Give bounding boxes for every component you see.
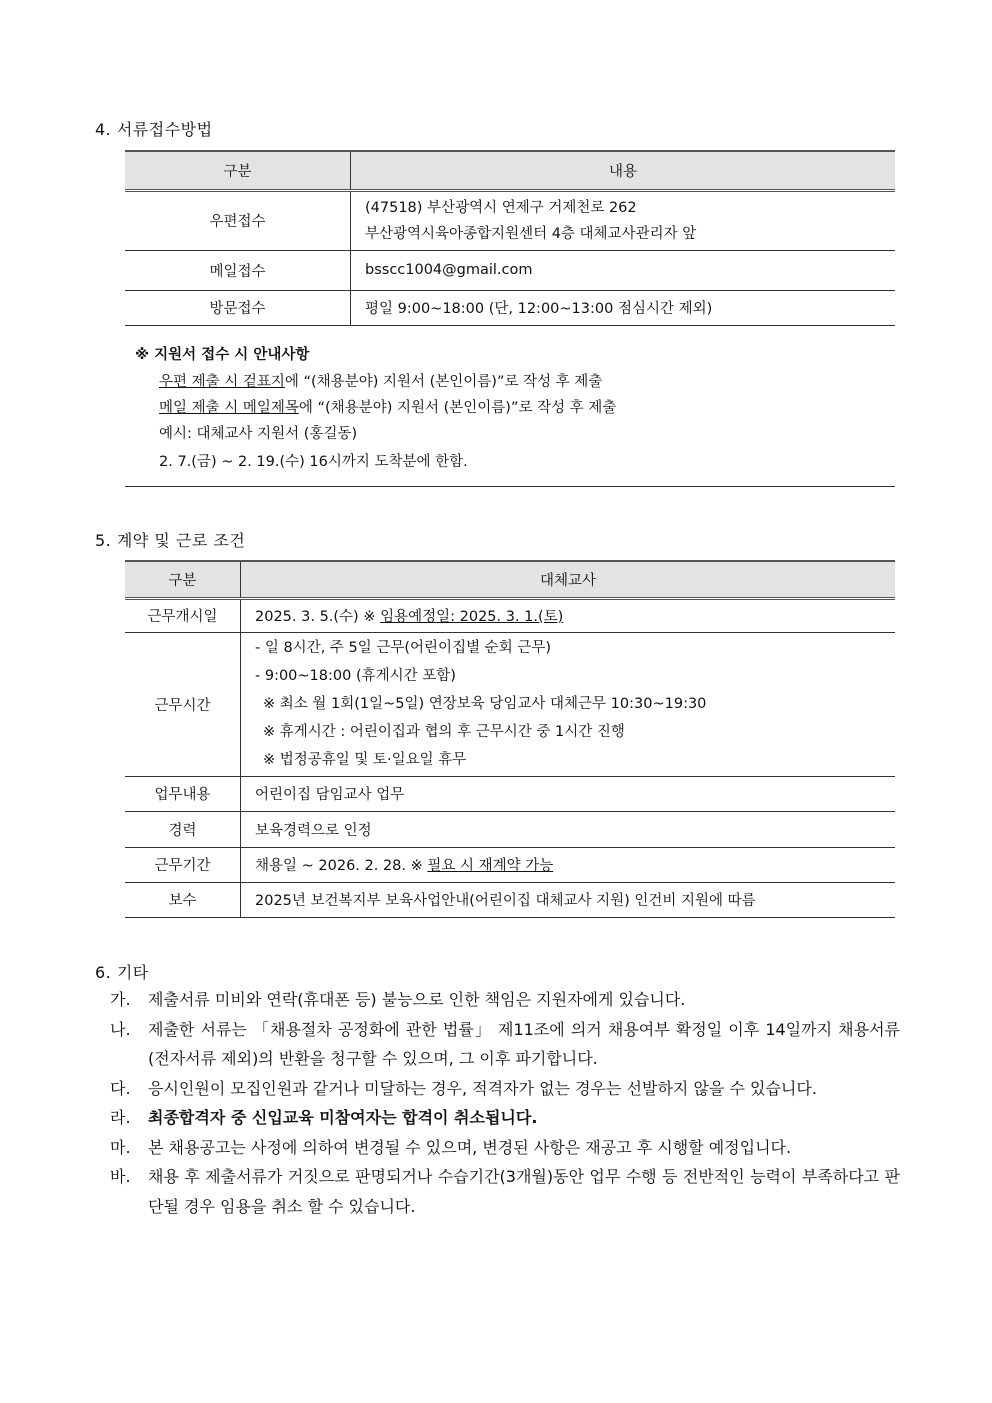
row-label: 근무개시일 — [125, 598, 241, 632]
row-value: bsscc1004@gmail.com — [351, 250, 896, 290]
notice-text: 에 “(채용분야) 지원서 (본인이름)”로 작성 후 제출 — [284, 374, 603, 390]
section5-title: 5. 계약 및 근로 조건 — [95, 531, 246, 550]
hours-note: ※ 최소 월 1회(1일~5일) 연장보육 당임교사 대체근무 10:30~19:30 — [263, 696, 707, 712]
notice-line — [159, 370, 602, 391]
item-text: 응시인원이 모집인원과 같거나 미달하는 경우, 적격자가 없는 경우는 선발하지 않을 수 있습니다. — [148, 1078, 817, 1098]
address-line: (47518) 부산광역시 연제구 거제천로 262 — [365, 199, 637, 216]
etc-list — [110, 985, 900, 1221]
row-value: 2025년 보건복지부 보육사업안내(어린이집 대체교사 지원) 인건비 지원에 따름 — [241, 882, 896, 917]
row-value: 어린이집 담임교사 업무 — [241, 776, 896, 811]
submission-table — [125, 150, 895, 326]
notice-underline: 우편 제출 시 겉표지 — [159, 374, 285, 390]
row-label: 보수 — [125, 882, 241, 917]
list-item — [110, 1074, 900, 1104]
table-row — [125, 632, 895, 776]
row-value — [241, 598, 896, 632]
list-item — [110, 1015, 900, 1074]
renewal-note: 필요 시 재계약 가능 — [427, 858, 554, 874]
table-row — [125, 811, 895, 847]
item-text: 최종합격자 중 신입교육 미참여자는 합격이 취소됩니다. — [148, 1108, 538, 1127]
row-label: 업무내용 — [125, 776, 241, 811]
list-item — [110, 985, 900, 1015]
notice-underline: 메일 제출 시 메일제목 — [159, 400, 299, 416]
table-row — [125, 598, 895, 632]
notice-line: 예시: 대체교사 지원서 (홍길동) — [159, 426, 358, 442]
table-row — [125, 290, 895, 325]
item-marker: 라. — [110, 1108, 131, 1127]
table-row — [125, 776, 895, 811]
item-marker: 가. — [110, 990, 131, 1009]
table-row — [125, 190, 895, 250]
row-value: 보육경력으로 인정 — [241, 811, 896, 847]
row-label: 방문접수 — [125, 290, 351, 325]
row-label: 경력 — [125, 811, 241, 847]
address-line: 부산광역시육아종합지원센터 4층 대체교사관리자 앞 — [365, 225, 697, 242]
hours-note: ※ 휴게시간 : 어린이집과 협의 후 근무시간 중 1시간 진행 — [263, 724, 625, 740]
hours-line: - 9:00~18:00 (휴게시간 포함) — [255, 668, 456, 684]
table-row — [125, 250, 895, 290]
item-marker: 나. — [110, 1019, 131, 1039]
list-item — [110, 1103, 900, 1133]
notice-line: 2. 7.(금) ~ 2. 19.(수) 16시까지 도착분에 한함. — [159, 454, 468, 470]
item-marker: 바. — [110, 1167, 131, 1186]
row-value — [351, 190, 896, 250]
row-label: 근무기간 — [125, 847, 241, 882]
item-text: 본 채용공고는 사정에 의하여 변경될 수 있으며, 변경된 사항은 재공고 후 시행할 예정입니다. — [148, 1137, 792, 1157]
section4-title: 4. 서류접수방법 — [95, 120, 213, 139]
appointment-date: 임용예정일: 2025. 3. 1.(토) — [380, 609, 564, 625]
item-text: 제출서류 미비와 연락(휴대폰 등) 불능으로 인한 책임은 지원자에게 있습니다. — [148, 990, 686, 1009]
item-text: 제출한 서류는 「채용절차 공정화에 관한 법률」 제11조에 의거 채용여부 확정일 이후 14일까지 채용서류(전자서류 제외)의 반환을 청구할 수 있으며, 그 이후 파기합니다. — [148, 1019, 900, 1068]
col-header-category: 구분 — [125, 151, 351, 190]
row-value — [241, 632, 896, 776]
item-marker: 마. — [110, 1137, 131, 1157]
row-label: 우편접수 — [125, 190, 351, 250]
hours-note: ※ 법정공휴일 및 토·일요일 휴무 — [263, 752, 467, 768]
notice-line — [159, 396, 616, 417]
col-header-content: 내용 — [351, 151, 896, 190]
table-row — [125, 847, 895, 882]
section6-title: 6. 기타 — [95, 963, 149, 982]
row-label: 메일접수 — [125, 250, 351, 290]
start-date: 2025. 3. 5.(수) ※ — [255, 609, 381, 625]
application-notice — [125, 340, 895, 487]
row-value: 평일 9:00~18:00 (단, 12:00~13:00 점심시간 제외) — [351, 290, 896, 325]
hours-line: - 일 8시간, 주 5일 근무(어린이집별 순회 근무) — [255, 640, 551, 656]
conditions-table — [125, 560, 895, 918]
item-marker: 다. — [110, 1078, 131, 1098]
list-item — [110, 1133, 900, 1163]
period-text: 채용일 ~ 2026. 2. 28. ※ — [255, 858, 428, 874]
table-row — [125, 882, 895, 917]
notice-title: ※ 지원서 접수 시 안내사항 — [135, 347, 310, 363]
row-label: 근무시간 — [125, 632, 241, 776]
col-header-category: 구분 — [125, 561, 241, 598]
list-item — [110, 1162, 900, 1221]
notice-text: 에 “(채용분야) 지원서 (본인이름)”로 작성 후 제출 — [298, 400, 617, 416]
row-value — [241, 847, 896, 882]
item-text: 채용 후 제출서류가 거짓으로 판명되거나 수습기간(3개월)동안 업무 수행 등 전반적인 능력이 부족하다고 판단될 경우 임용을 취소 할 수 있습니다. — [148, 1167, 900, 1216]
col-header-substitute: 대체교사 — [241, 561, 896, 598]
